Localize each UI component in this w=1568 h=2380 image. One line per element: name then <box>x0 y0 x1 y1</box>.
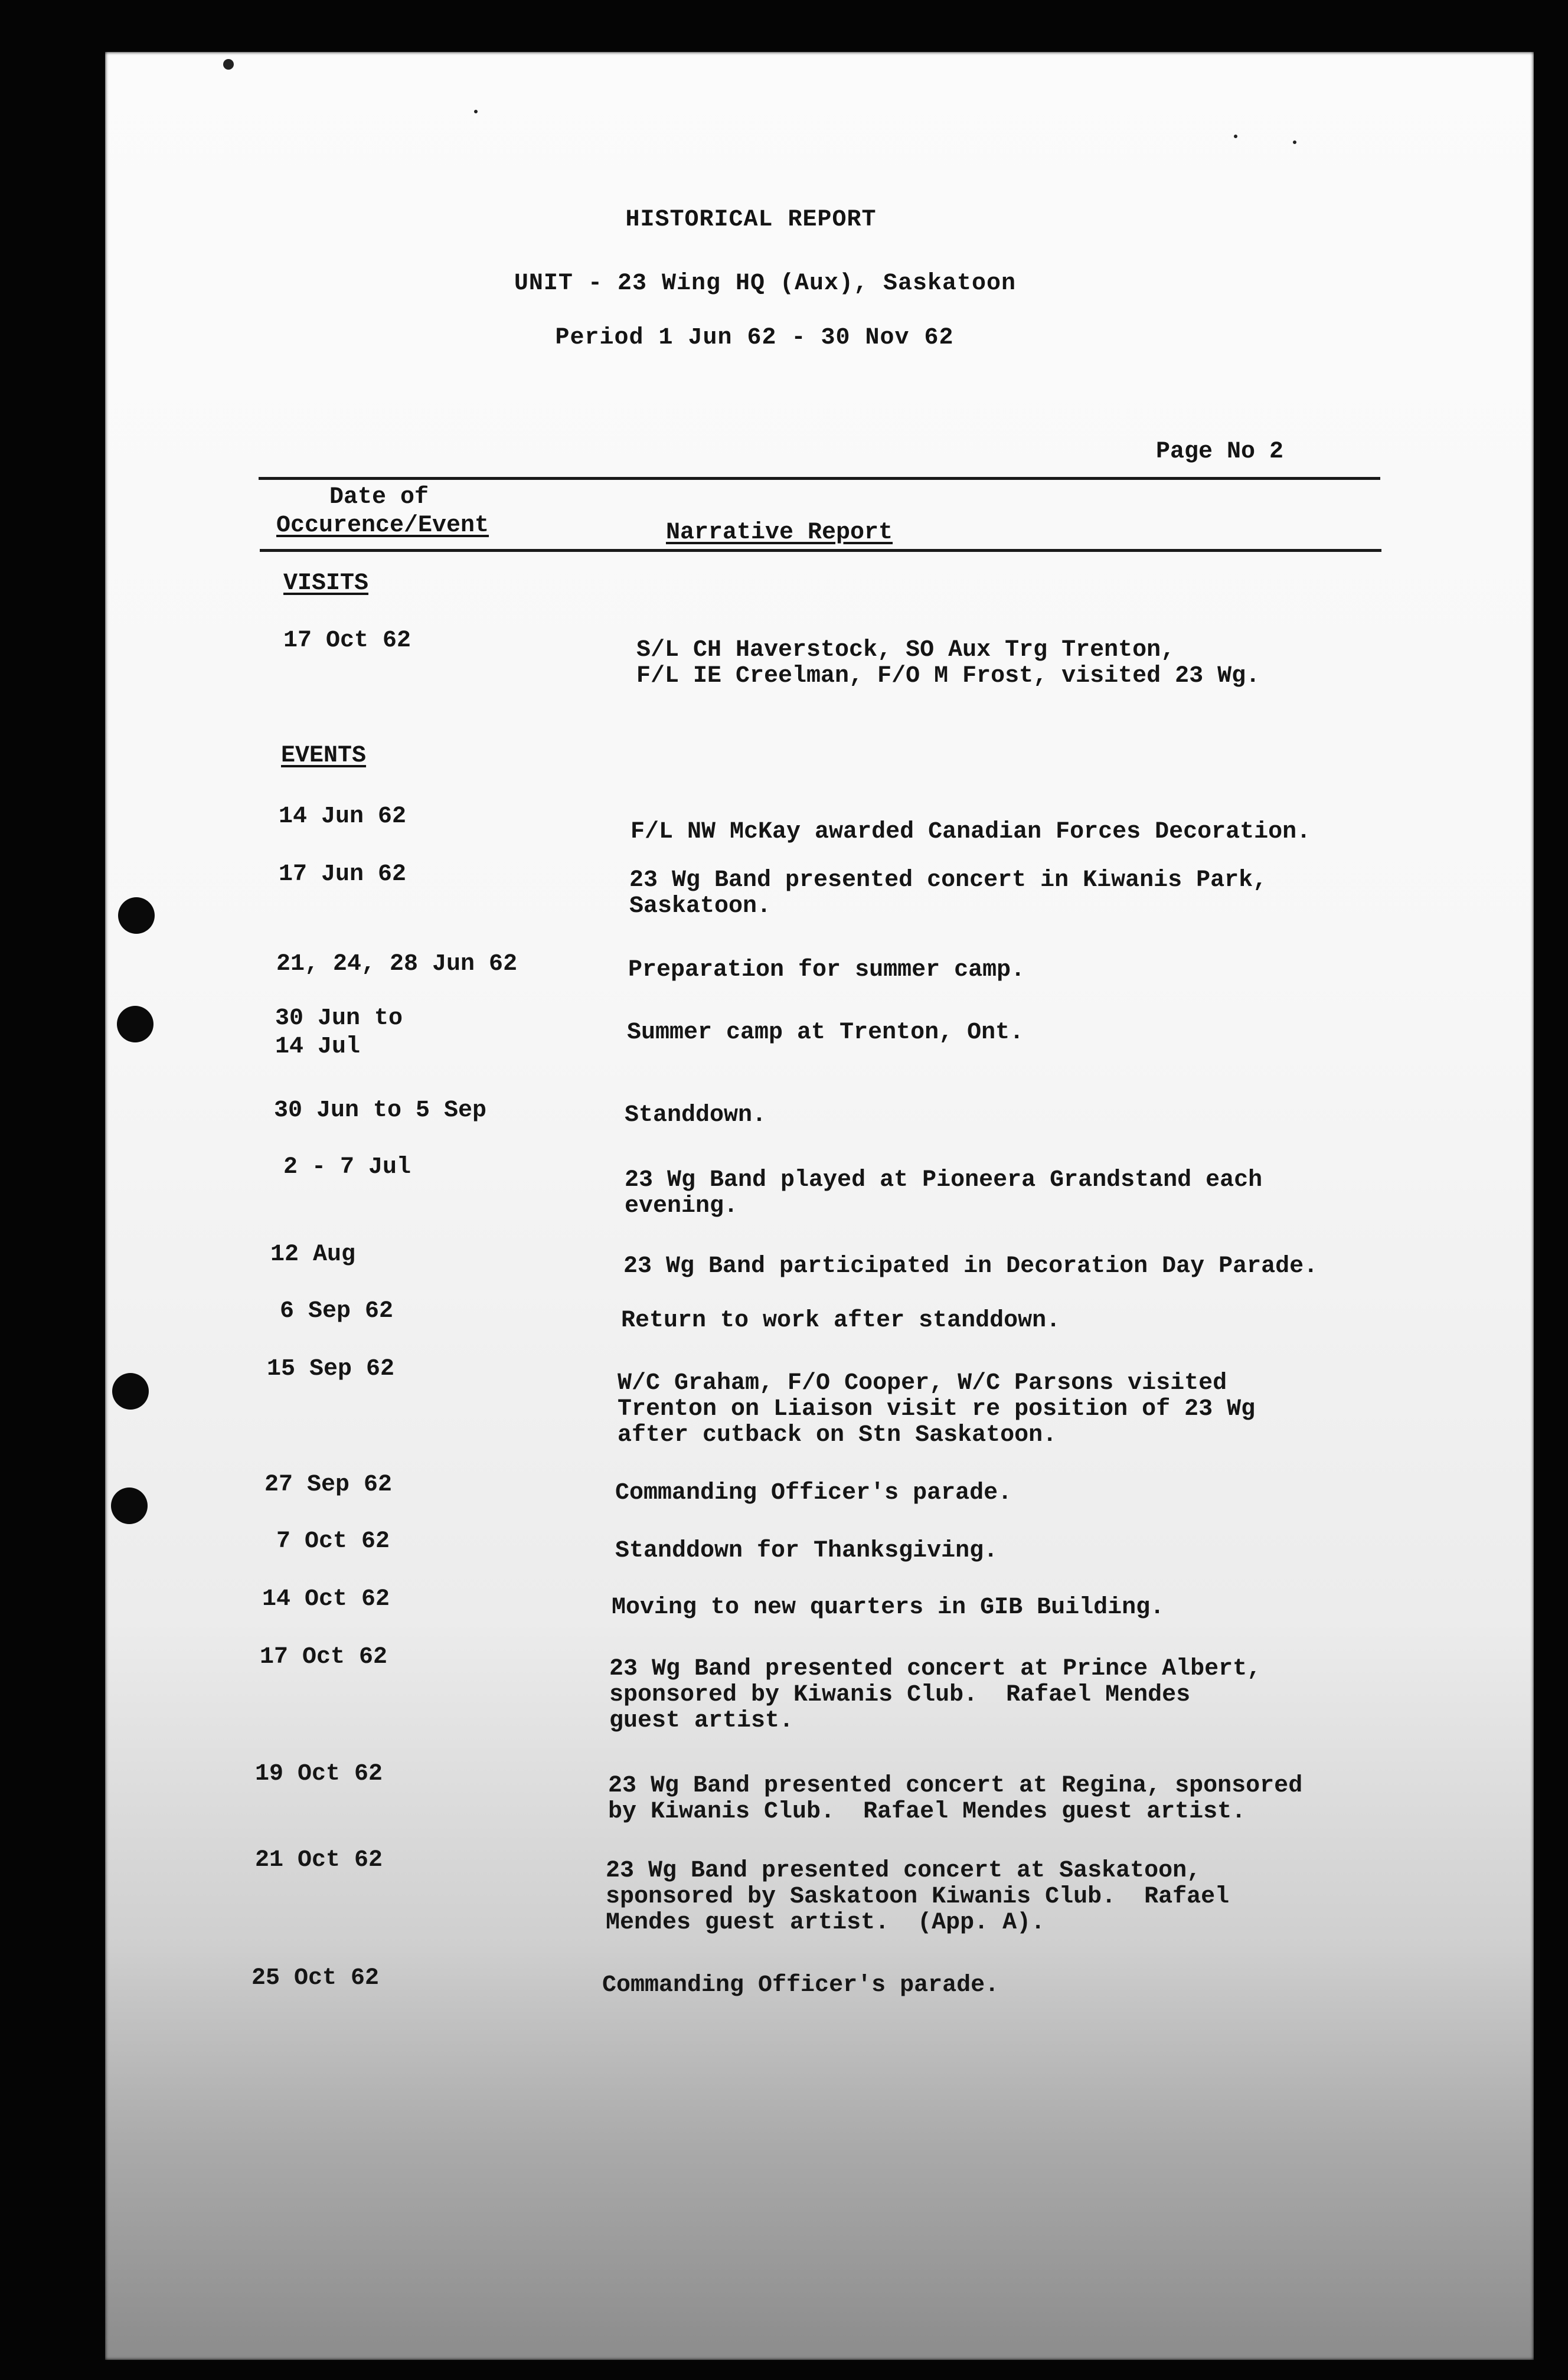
event-date: 7 Oct 62 <box>276 1528 390 1555</box>
date-column-header-line2: Occurence/Event <box>276 512 489 539</box>
period-line: Period 1 Jun 62 - 30 Nov 62 <box>555 325 954 351</box>
speck <box>223 59 234 70</box>
event-narrative: W/C Graham, F/O Cooper, W/C Parsons visited Trenton on Liaison visit re position of 23 Wg after cutback on Stn Saskatoon. <box>618 1370 1256 1449</box>
event-date: 2 - 7 Jul <box>283 1154 411 1181</box>
event-narrative: 23 Wg Band participated in Decoration Day Parade. <box>623 1253 1318 1280</box>
binder-hole <box>111 1488 148 1524</box>
event-date: 21 Oct 62 <box>255 1847 383 1874</box>
event-date: 30 Jun to 14 Jul <box>275 1005 403 1060</box>
binder-hole <box>117 1006 153 1042</box>
event-narrative: 23 Wg Band presented concert at Regina, sponsored by Kiwanis Club. Rafael Mendes guest artist. <box>608 1773 1303 1825</box>
event-date: 14 Jun 62 <box>279 803 407 830</box>
visits-heading: VISITS <box>283 570 369 597</box>
visit-narrative: S/L CH Haverstock, SO Aux Trg Trenton, F/L IE Creelman, F/O M Frost, visited 23 Wg. <box>636 637 1260 689</box>
event-date: 14 Oct 62 <box>262 1586 390 1613</box>
page-number: Page No 2 <box>1156 439 1284 465</box>
report-title: HISTORICAL REPORT <box>625 207 877 233</box>
event-narrative: 23 Wg Band presented concert at Prince Albert, sponsored by Kiwanis Club. Rafael Mendes guest artist. <box>609 1656 1262 1734</box>
speck <box>1234 135 1237 138</box>
event-narrative: 23 Wg Band presented concert at Saskatoon, sponsored by Saskatoon Kiwanis Club. Rafael Mendes guest artist. (App. A). <box>606 1858 1230 1936</box>
event-date: 21, 24, 28 Jun 62 <box>276 951 518 978</box>
events-heading: EVENTS <box>281 743 367 769</box>
event-date: 17 Jun 62 <box>279 861 407 888</box>
date-column-header-line1: Date of <box>329 484 429 511</box>
event-narrative: 23 Wg Band played at Pioneera Grandstand each evening. <box>625 1167 1263 1220</box>
event-date: 19 Oct 62 <box>255 1761 383 1787</box>
event-date: 17 Oct 62 <box>260 1644 388 1670</box>
header-rule-top <box>259 477 1380 480</box>
event-narrative: Moving to new quarters in GIB Building. <box>612 1594 1165 1621</box>
binder-hole <box>112 1373 149 1410</box>
speck <box>474 110 478 113</box>
event-date: 6 Sep 62 <box>280 1298 394 1325</box>
event-narrative: 23 Wg Band presented concert in Kiwanis Park, Saskatoon. <box>629 867 1268 920</box>
event-narrative: Summer camp at Trenton, Ont. <box>627 1019 1024 1046</box>
unit-line: UNIT - 23 Wing HQ (Aux), Saskatoon <box>514 270 1017 297</box>
event-narrative: Commanding Officer's parade. <box>602 1972 999 1999</box>
event-date: 25 Oct 62 <box>251 1965 380 1992</box>
narrative-column-header: Narrative Report <box>666 519 893 546</box>
speck <box>1293 140 1296 144</box>
header-rule-bottom <box>260 549 1381 552</box>
document-page <box>105 52 1534 2360</box>
event-narrative: Preparation for summer camp. <box>628 957 1025 983</box>
event-narrative: Commanding Officer's parade. <box>615 1480 1012 1506</box>
event-narrative: Standdown for Thanksgiving. <box>615 1538 998 1564</box>
event-date: 27 Sep 62 <box>264 1472 393 1498</box>
binder-hole <box>118 897 155 934</box>
visit-date: 17 Oct 62 <box>283 627 411 654</box>
event-narrative: F/L NW McKay awarded Canadian Forces Decoration. <box>631 819 1311 845</box>
event-date: 15 Sep 62 <box>267 1356 395 1382</box>
event-date: 30 Jun to 5 Sep <box>274 1097 487 1124</box>
event-narrative: Standdown. <box>625 1102 767 1129</box>
event-date: 12 Aug <box>270 1241 356 1268</box>
event-narrative: Return to work after standdown. <box>621 1307 1061 1334</box>
